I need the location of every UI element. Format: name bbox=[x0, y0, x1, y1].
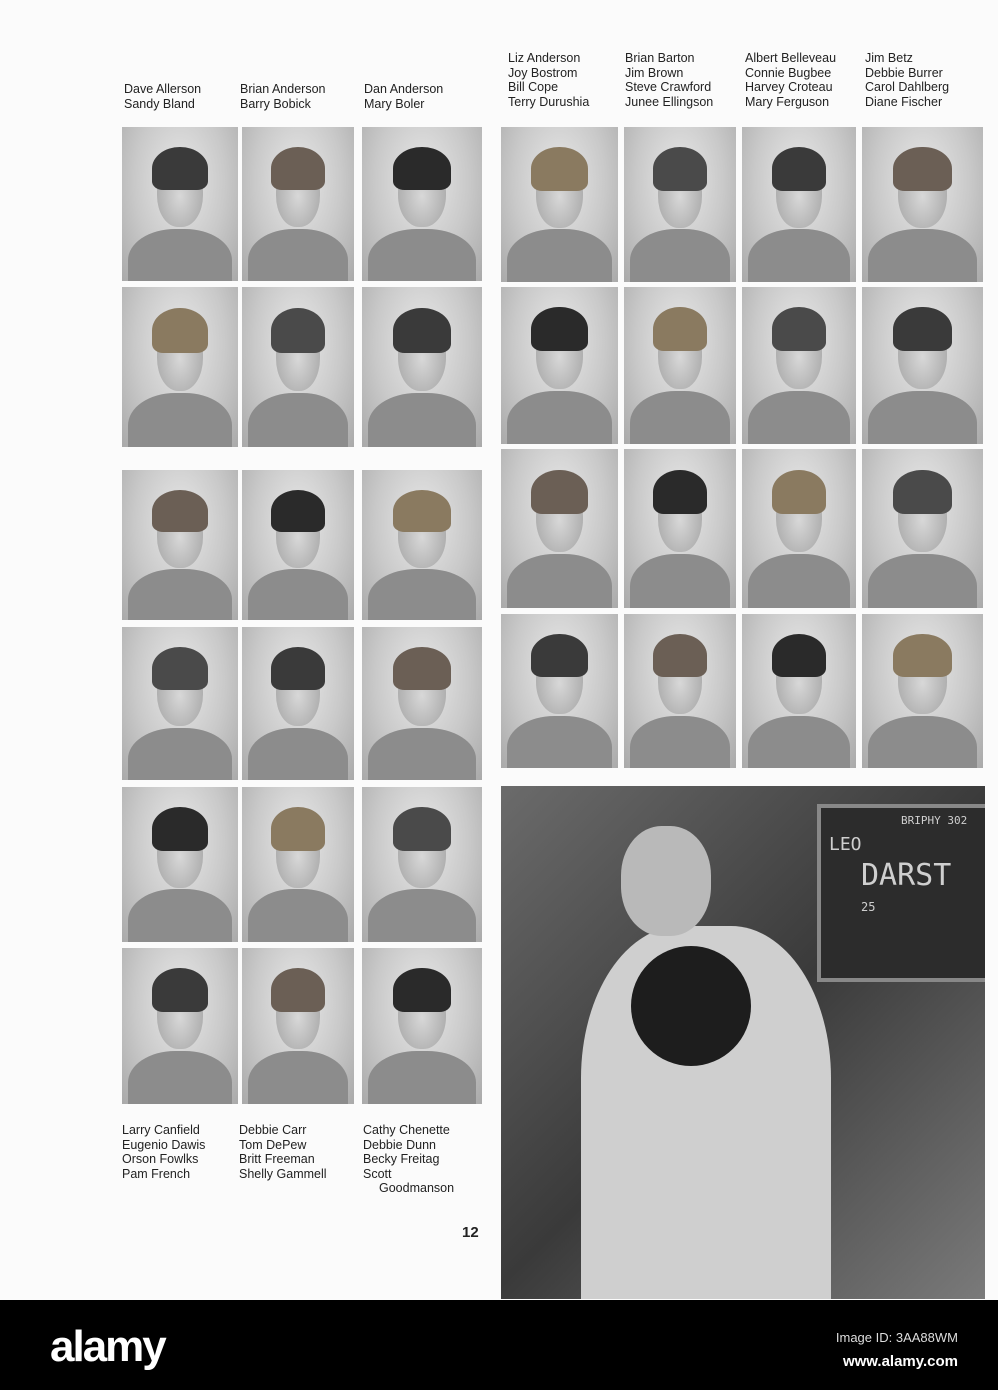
student-portrait bbox=[501, 127, 618, 282]
names-top-left-1 bbox=[124, 82, 201, 111]
student-portrait bbox=[501, 449, 618, 608]
portrait-hair bbox=[271, 490, 325, 532]
name: Mary Boler bbox=[364, 96, 425, 111]
name: Scott bbox=[363, 1166, 392, 1181]
portrait-body bbox=[128, 569, 232, 620]
name: Larry Canfield bbox=[122, 1123, 200, 1137]
portrait-body bbox=[128, 889, 232, 942]
student-portrait bbox=[362, 287, 482, 447]
student-portrait bbox=[242, 127, 354, 281]
portrait-hair bbox=[271, 968, 325, 1012]
student-portrait bbox=[122, 948, 238, 1104]
portrait-body bbox=[368, 728, 476, 780]
name: Jim Betz bbox=[865, 51, 913, 65]
portrait-body bbox=[868, 554, 977, 608]
student-portrait bbox=[242, 948, 354, 1104]
page-number: 12 bbox=[462, 1224, 479, 1241]
portrait-body bbox=[128, 728, 232, 780]
portrait-hair bbox=[893, 634, 951, 677]
name: Debbie Dunn bbox=[363, 1137, 436, 1152]
name: Barry Bobick bbox=[240, 96, 311, 111]
names-top-right-3 bbox=[745, 51, 836, 109]
portrait-hair bbox=[152, 807, 208, 850]
portrait-body bbox=[507, 554, 612, 608]
classroom-photo bbox=[501, 786, 985, 1299]
name: Britt Freeman bbox=[239, 1152, 315, 1167]
portrait-body bbox=[507, 229, 612, 282]
portrait-hair bbox=[653, 147, 707, 190]
portrait-hair bbox=[393, 968, 451, 1012]
name: Dan Anderson bbox=[364, 82, 444, 96]
student-portrait bbox=[122, 287, 238, 447]
portrait-body bbox=[368, 569, 476, 620]
portrait-hair bbox=[653, 634, 707, 677]
student-portrait bbox=[742, 449, 856, 608]
student-portrait bbox=[742, 127, 856, 282]
name: Steve Crawford bbox=[625, 80, 712, 95]
portrait-body bbox=[248, 1051, 349, 1104]
student-portrait bbox=[122, 627, 238, 780]
name: Cathy Chenette bbox=[363, 1123, 450, 1137]
portrait-body bbox=[630, 716, 731, 768]
portrait-body bbox=[248, 889, 349, 942]
names-top-right-1 bbox=[508, 51, 589, 109]
student-portrait bbox=[362, 948, 482, 1104]
student-portrait bbox=[624, 614, 736, 768]
student-portrait bbox=[862, 449, 983, 608]
portrait-hair bbox=[772, 307, 827, 351]
names-bottom-2 bbox=[239, 1123, 327, 1181]
names-top-left-3 bbox=[364, 82, 443, 111]
name: Joy Bostrom bbox=[508, 65, 578, 80]
name: Eugenio Dawis bbox=[122, 1137, 206, 1152]
name: Diane Fischer bbox=[865, 94, 943, 109]
student-portrait bbox=[362, 470, 482, 620]
name: Becky Freitag bbox=[363, 1152, 440, 1167]
portrait-body bbox=[630, 554, 731, 608]
student-portrait bbox=[501, 614, 618, 768]
alamy-logo: alamy bbox=[50, 1322, 165, 1371]
portrait-hair bbox=[893, 147, 951, 190]
portrait-hair bbox=[152, 647, 208, 690]
name: Jim Brown bbox=[625, 65, 684, 80]
watermark-footer bbox=[0, 1300, 998, 1390]
portrait-body bbox=[128, 1051, 232, 1104]
portrait-hair bbox=[271, 147, 325, 190]
portrait-body bbox=[630, 229, 731, 282]
portrait-body bbox=[248, 229, 349, 281]
names-bottom-3 bbox=[363, 1123, 454, 1196]
name: Tom DePew bbox=[239, 1137, 307, 1152]
portrait-body bbox=[368, 393, 476, 447]
student-portrait bbox=[362, 627, 482, 780]
student-portrait bbox=[624, 127, 736, 282]
student-portrait bbox=[242, 470, 354, 620]
chalk-text: BRIPHY 302 bbox=[901, 814, 968, 827]
portrait-body bbox=[748, 391, 851, 444]
chalk-text: LEO bbox=[829, 834, 862, 855]
portrait-hair bbox=[772, 470, 827, 515]
portrait-body bbox=[630, 391, 731, 444]
portrait-hair bbox=[152, 308, 208, 353]
names-top-right-2 bbox=[625, 51, 713, 109]
student-portrait bbox=[501, 287, 618, 444]
portrait-hair bbox=[393, 147, 451, 190]
portrait-body bbox=[868, 716, 977, 768]
name: Harvey Croteau bbox=[745, 80, 833, 95]
name: Sandy Bland bbox=[124, 96, 195, 111]
portrait-hair bbox=[772, 634, 827, 677]
portrait-hair bbox=[393, 490, 451, 532]
portrait-body bbox=[248, 569, 349, 620]
chalk-text: 25 bbox=[861, 900, 876, 914]
portrait-body bbox=[128, 229, 232, 281]
student-portrait bbox=[122, 470, 238, 620]
portrait-body bbox=[868, 391, 977, 444]
chalk-text: DARST bbox=[861, 858, 952, 893]
portrait-body bbox=[248, 728, 349, 780]
portrait-body bbox=[248, 393, 349, 447]
name: Bill Cope bbox=[508, 80, 559, 95]
portrait-hair bbox=[531, 634, 587, 677]
student-portrait bbox=[624, 287, 736, 444]
portrait-body bbox=[368, 229, 476, 281]
name: Connie Bugbee bbox=[745, 65, 832, 80]
student-portrait bbox=[362, 787, 482, 942]
portrait-hair bbox=[271, 647, 325, 690]
portrait-hair bbox=[152, 968, 208, 1012]
portrait-body bbox=[868, 229, 977, 282]
portrait-hair bbox=[893, 470, 951, 515]
student-portrait bbox=[862, 287, 983, 444]
portrait-body bbox=[368, 889, 476, 942]
chalkboard bbox=[817, 804, 985, 982]
name: Mary Ferguson bbox=[745, 94, 830, 109]
portrait-body bbox=[748, 554, 851, 608]
names-top-left-2 bbox=[240, 82, 325, 111]
name: Liz Anderson bbox=[508, 51, 581, 65]
portrait-body bbox=[748, 716, 851, 768]
name: Debbie Burrer bbox=[865, 65, 943, 80]
student-portrait bbox=[624, 449, 736, 608]
figure-student-hair bbox=[631, 946, 751, 1066]
watermark-url: www.alamy.com bbox=[842, 1353, 958, 1370]
student-portrait bbox=[242, 627, 354, 780]
name: Carol Dahlberg bbox=[865, 80, 950, 95]
student-portrait bbox=[122, 127, 238, 281]
student-portrait bbox=[862, 614, 983, 768]
names-top-right-4 bbox=[865, 51, 949, 109]
portrait-hair bbox=[531, 470, 587, 515]
student-portrait bbox=[742, 287, 856, 444]
image-id: Image ID: 3AA88WM bbox=[835, 1330, 958, 1345]
portrait-hair bbox=[653, 470, 707, 515]
portrait-hair bbox=[893, 307, 951, 351]
portrait-hair bbox=[653, 307, 707, 351]
student-portrait bbox=[862, 127, 983, 282]
portrait-hair bbox=[271, 308, 325, 353]
name: Brian Barton bbox=[625, 51, 695, 65]
portrait-body bbox=[368, 1051, 476, 1104]
figure-teacher-face bbox=[621, 826, 711, 936]
portrait-hair bbox=[152, 490, 208, 532]
portrait-body bbox=[507, 716, 612, 768]
name: Pam French bbox=[122, 1166, 191, 1181]
student-portrait bbox=[242, 787, 354, 942]
name: Goodmanson bbox=[379, 1181, 455, 1196]
name: Brian Anderson bbox=[240, 82, 326, 96]
portrait-body bbox=[748, 229, 851, 282]
name: Terry Durushia bbox=[508, 94, 590, 109]
portrait-hair bbox=[393, 807, 451, 850]
name: Junee Ellingson bbox=[625, 94, 714, 109]
student-portrait bbox=[122, 787, 238, 942]
student-portrait bbox=[742, 614, 856, 768]
portrait-body bbox=[507, 391, 612, 444]
name: Debbie Carr bbox=[239, 1123, 307, 1137]
student-portrait bbox=[362, 127, 482, 281]
name: Shelly Gammell bbox=[239, 1166, 327, 1181]
name: Dave Allerson bbox=[124, 82, 202, 96]
portrait-hair bbox=[531, 307, 587, 351]
portrait-hair bbox=[772, 147, 827, 190]
name: Orson Fowlks bbox=[122, 1152, 199, 1167]
portrait-hair bbox=[393, 308, 451, 353]
portrait-hair bbox=[271, 807, 325, 850]
student-portrait bbox=[242, 287, 354, 447]
portrait-hair bbox=[152, 147, 208, 190]
portrait-hair bbox=[393, 647, 451, 690]
portrait-body bbox=[128, 393, 232, 447]
name: Albert Belleveau bbox=[745, 51, 837, 65]
names-bottom-1 bbox=[122, 1123, 205, 1181]
portrait-hair bbox=[531, 147, 587, 190]
